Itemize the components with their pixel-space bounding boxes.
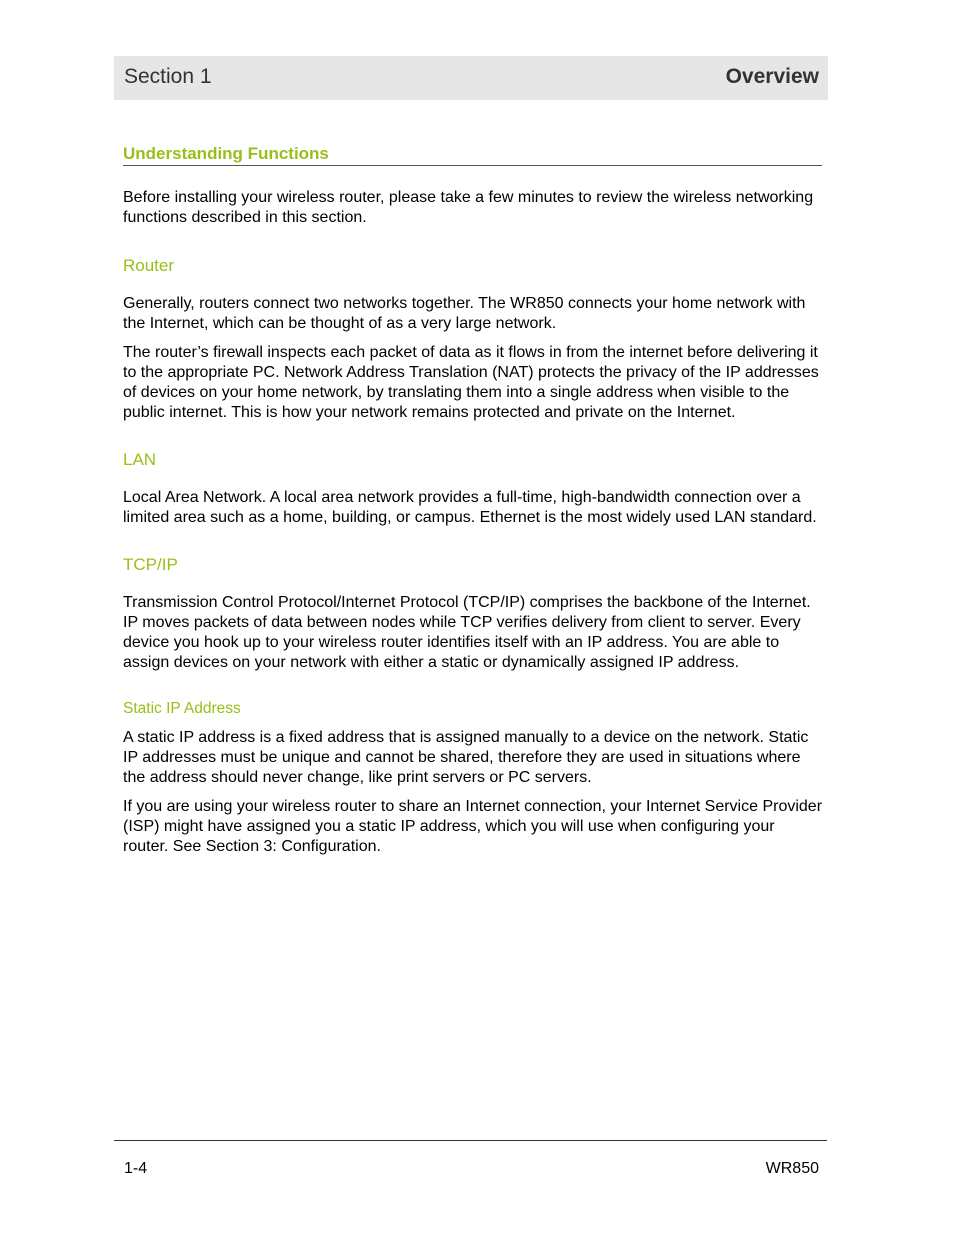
static-ip-paragraph-1: A static IP address is a fixed address that is assigned manually to a device on the network. Static IP addresses must be unique and cannot be shared, therefore they are used in situations where the address should never change, like print servers or PC servers. <box>123 729 809 786</box>
lan-heading: LAN <box>123 450 157 469</box>
tcpip-heading: TCP/IP <box>123 555 178 574</box>
tcpip-paragraph: Transmission Control Protocol/Internet Protocol (TCP/IP) comprises the backbone of the Internet. IP moves packets of data between nodes while TCP verifies delivery from client to server. Every device you hook up to your wireless router identifies itself with an IP address. You are able to assign devices on your network with either a static or dynamically assigned IP address. <box>123 594 811 671</box>
lan-paragraph: Local Area Network. A local area network provides a full-time, high-bandwidth connection over a limited area such as a home, building, or campus. Ethernet is the most widely used LAN standard. <box>123 489 817 526</box>
static-ip-heading: Static IP Address <box>123 700 241 717</box>
router-paragraph-1: Generally, routers connect two networks together. The WR850 connects your home network with the Internet, which can be thought of as a very large network. <box>123 295 806 332</box>
page-content <box>123 144 823 857</box>
intro-paragraph: Before installing your wireless router, please take a few minutes to review the wireless networking functions described in this section. <box>123 189 814 226</box>
router-paragraph-2: The router’s firewall inspects each packet of data as it flows in from the internet before delivering it to the appropriate PC. Network Address Translation (NAT) protects the privacy of the IP addresses of devices on your home network, by translating them into a single address when visible to the public internet. This is how your network remains protected and private on the Internet. <box>123 344 819 421</box>
section-title: Overview <box>725 65 819 88</box>
static-ip-paragraph-2: If you are using your wireless router to share an Internet connection, your Internet Service Provider (ISP) might have assigned you a static IP address, which you will use when configuring your router. See Section 3: Configuration. <box>123 798 823 855</box>
main-heading: Understanding Functions <box>123 144 822 166</box>
page-header <box>114 56 828 100</box>
section-label: Section 1 <box>124 65 212 88</box>
footer-divider <box>114 1140 827 1141</box>
product-name: WR850 <box>765 1160 819 1177</box>
page-number: 1-4 <box>124 1160 148 1177</box>
router-heading: Router <box>123 256 175 275</box>
